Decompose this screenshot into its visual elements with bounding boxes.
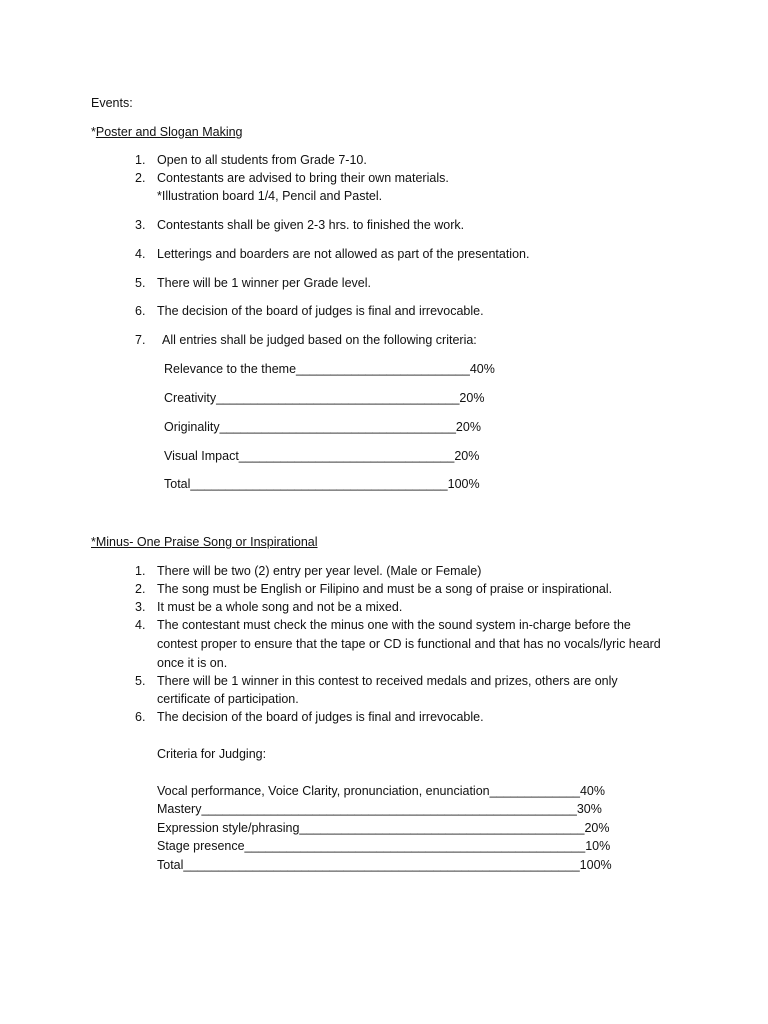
list-item: 3. Contestants shall be given 2-3 hrs. to finished the work. <box>135 218 465 232</box>
criteria-total: Total_________________________________________________________100% <box>157 858 612 872</box>
list-item: 1. Open to all students from Grade 7-10. <box>135 153 367 167</box>
list-item: 6. The decision of the board of judges is final and irrevocable. <box>135 710 484 724</box>
list-item-continuation: once it is on. <box>157 656 228 670</box>
criteria-row: Vocal performance, Voice Clarity, pronunciation, enunciation_____________40% <box>157 784 605 798</box>
criteria-row: Visual Impact_______________________________20% <box>164 449 480 463</box>
list-item: 3. It must be a whole song and not be a mixed. <box>135 600 403 614</box>
list-item: 4. Letterings and boarders are not allowed as part of the presentation. <box>135 247 530 261</box>
criteria-heading: Criteria for Judging: <box>157 747 267 761</box>
criteria-total: Total_____________________________________100% <box>164 477 480 491</box>
section-title-poster <box>91 124 243 140</box>
list-item: 7. All entries shall be judged based on the following criteria: <box>135 333 477 347</box>
list-item: 6. The decision of the board of judges is final and irrevocable. <box>135 304 484 318</box>
criteria-row: Relevance to the theme_________________________40% <box>164 362 495 376</box>
criteria-row: Stage presence_________________________________________________10% <box>157 839 611 853</box>
criteria-row: Originality__________________________________20% <box>164 420 481 434</box>
title-text: Poster and Slogan Making <box>95 125 243 139</box>
list-item: 5. There will be 1 winner in this contest to received medals and prizes, others are only <box>135 674 618 688</box>
title-prefix: * <box>91 125 96 139</box>
list-item: 1. There will be two (2) entry per year level. (Male or Female) <box>135 564 482 578</box>
events-heading: Events: <box>91 96 133 110</box>
criteria-row: Creativity___________________________________20% <box>164 391 485 405</box>
list-item-note: *Illustration board 1/4, Pencil and Pastel. <box>157 189 383 203</box>
list-item: 2. The song must be English or Filipino and must be a song of praise or inspirational. <box>135 582 613 596</box>
list-item: 4. The contestant must check the minus one with the sound system in-charge before the <box>135 618 631 632</box>
criteria-row: Expression style/phrasing_________________________________________20% <box>157 821 610 835</box>
criteria-row: Mastery______________________________________________________30% <box>157 802 602 816</box>
list-item: 2. Contestants are advised to bring their own materials. <box>135 171 449 185</box>
list-item: 5. There will be 1 winner per Grade level. <box>135 276 371 290</box>
list-item-continuation: contest proper to ensure that the tape or CD is functional and that has no vocals/lyric heard <box>157 637 661 651</box>
section-title-minus-one: *Minus- One Praise Song or Inspirational <box>91 535 318 549</box>
list-item-continuation: certificate of participation. <box>157 692 299 706</box>
